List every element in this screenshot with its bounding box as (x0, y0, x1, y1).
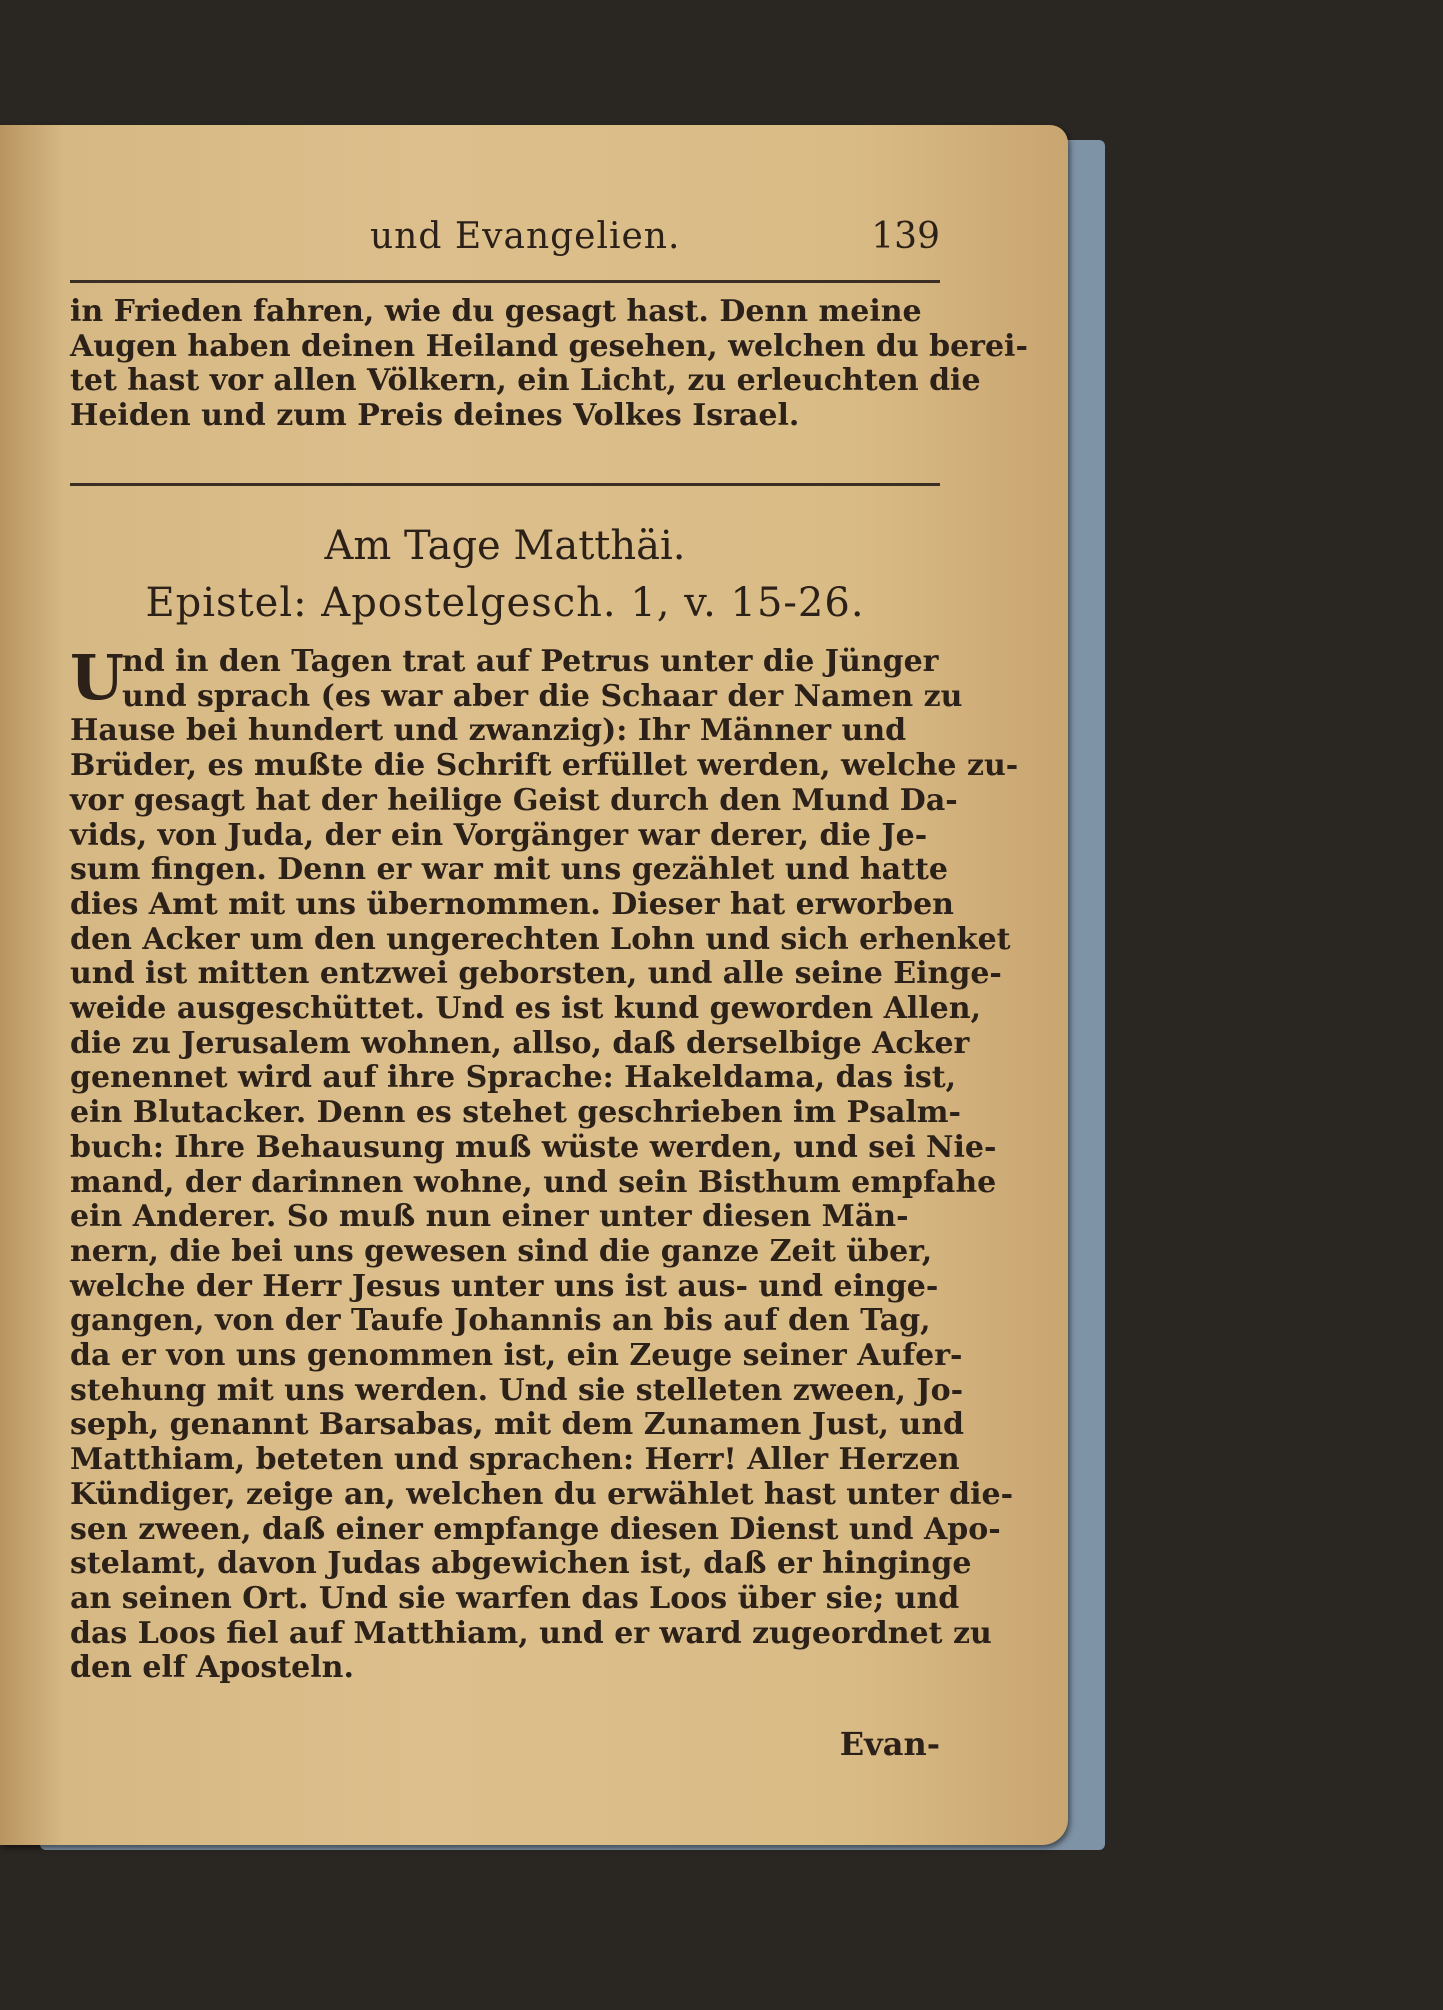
text-line: Augen haben deinen Heiland gesehen, welchen du berei- (70, 328, 1028, 364)
text-line: welche der Herr Jesus unter uns ist aus- und einge- (70, 1268, 939, 1304)
header-rule (70, 280, 940, 283)
running-head: und Evangelien. (370, 216, 681, 257)
text-line: ein Blutacker. Denn es stehet geschrieben im Psalm- (70, 1095, 962, 1131)
drop-cap: U (70, 641, 125, 714)
text-line: den Acker um den ungerechten Lohn und sich erhenket (70, 921, 1011, 957)
text-line: mand, der darinnen wohne, und sein Bisthum empfahe (70, 1164, 997, 1200)
text-line: Matthiam, beteten und sprachen: Herr! Aller Herzen (70, 1442, 960, 1478)
text-line: Brüder, es mußte die Schrift erfüllet werden, welche zu- (70, 748, 1019, 784)
text-line: in Frieden fahren, wie du gesagt hast. Denn meine (70, 294, 922, 329)
text-line: ein Anderer. So muß nun einer unter diesen Män- (70, 1199, 909, 1235)
text-line: vids, von Juda, der ein Vorgänger war derer, die Je- (70, 817, 928, 853)
book-page (0, 125, 1068, 1845)
text-line: sum fingen. Denn er war mit uns gezählet und hatte (70, 852, 948, 888)
text-line: genennet wird auf ihre Sprache: Hakeldama, das ist, (70, 1060, 957, 1096)
page-header (70, 210, 940, 270)
text-line: tet hast vor allen Völkern, ein Licht, zu erleuchten die (70, 363, 981, 399)
text-line: seph, genannt Barsabas, mit dem Zunamen Just, und (70, 1407, 964, 1443)
text-line: stelamt, davon Judas abgewichen ist, daß er hinginge (70, 1546, 972, 1582)
text-line: das Loos fiel auf Matthiam, und er ward zugeordnet zu (70, 1615, 992, 1651)
text-line: Hause bei hundert und zwanzig): Ihr Männer und (70, 713, 907, 749)
text-line: gangen, von der Taufe Johannis an bis auf den Tag, (70, 1303, 931, 1339)
section-title: Am Tage Matthäi. (324, 523, 686, 569)
text-line: stehung mit uns werden. Und sie stelleten zween, Jo- (70, 1372, 964, 1408)
paragraph-continuation (70, 294, 1028, 434)
text-line: Heiden und zum Preis deines Volkes Israel. (70, 398, 800, 434)
text-line: und sprach (es war aber die Schaar der Namen zu (122, 678, 963, 714)
text-line: weide ausgeschüttet. Und es ist kund geworden Allen, (70, 991, 982, 1027)
text-line: und ist mitten entzwei geborsten, und alle seine Einge- (70, 956, 1002, 992)
text-line: dies Amt mit uns übernommen. Dieser hat erworben (70, 886, 954, 922)
text-line: an seinen Ort. Und sie warfen das Loos über sie; und (70, 1580, 960, 1616)
text-line: Kündiger, zeige an, welchen du erwählet hast unter die- (70, 1476, 1014, 1512)
text-line: die zu Jerusalem wohnen, allso, daß derselbige Acker (70, 1025, 970, 1061)
page-number: 139 (871, 216, 940, 257)
text-line: da er von uns genommen ist, ein Zeuge seiner Aufer- (70, 1338, 963, 1374)
section-divider (70, 483, 940, 486)
text-line: nd in den Tagen trat auf Petrus unter die Jünger (122, 644, 939, 679)
text-line: nern, die bei uns gewesen sind die ganze Zeit über, (70, 1233, 933, 1269)
text-line: sen zween, daß einer empfange diesen Dienst und Apo- (70, 1511, 1001, 1547)
text-line: den elf Aposteln. (70, 1650, 354, 1686)
epistle-paragraph (70, 641, 1019, 1686)
catchword: Evan- (839, 1725, 940, 1763)
page-content (70, 125, 1028, 1845)
text-line: vor gesagt hat der heilige Geist durch den Mund Da- (70, 782, 958, 818)
section-subtitle: Epistel: Apostelgesch. 1, v. 15-26. (145, 580, 865, 626)
text-line: buch: Ihre Behausung muß wüste werden, und sei Nie- (70, 1129, 997, 1165)
